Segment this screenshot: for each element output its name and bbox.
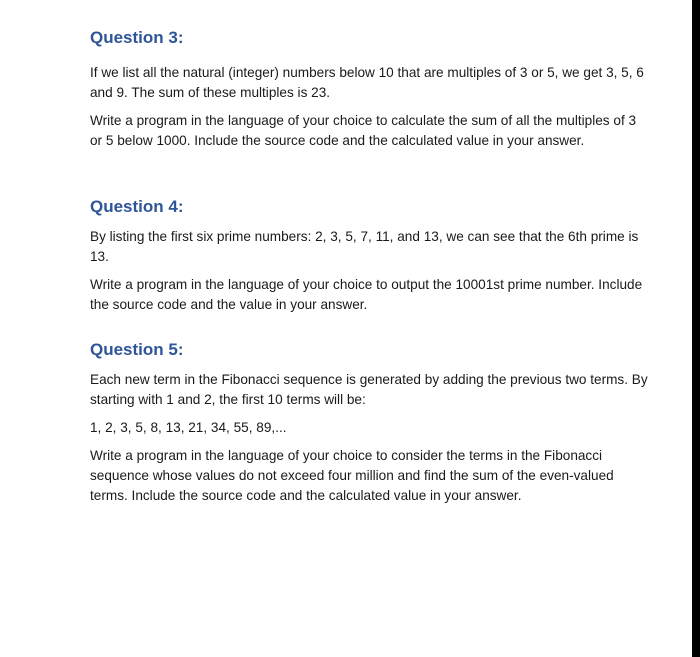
question-5-section: [90, 340, 650, 506]
question-4-paragraph-1: By listing the first six prime numbers: 2, 3, 5, 7, 11, and 13, we can see that the 6th prime is 13.: [90, 229, 639, 264]
question-3-paragraph-2: Write a program in the language of your choice to calculate the sum of all the multiples of 3 or 5 below 1000. Include the source code and the calculated value in your answer.: [90, 113, 637, 148]
question-4-heading: Question 4:: [90, 197, 184, 216]
question-4-paragraph-2: Write a program in the language of your choice to output the 10001st prime number. Include the source code and the value in your answer.: [90, 277, 643, 312]
question-3-heading: Question 3:: [90, 28, 184, 47]
question-4-section: [90, 197, 650, 315]
question-3-paragraph-1: If we list all the natural (integer) numbers below 10 that are multiples of 3 or 5, we get 3, 5, 6 and 9. The sum of these multiples is 23.: [90, 65, 644, 100]
fibonacci-sequence-example: 1, 2, 3, 5, 8, 13, 21, 34, 55, 89,...: [90, 420, 287, 435]
question-5-heading: Question 5:: [90, 340, 184, 359]
question-5-paragraph-2: Write a program in the language of your choice to consider the terms in the Fibonacci sequence whose values do not exceed four million and find the sum of the even-valued terms. Include the source code and the calculated value in your answer.: [90, 448, 614, 503]
question-3-section: [90, 28, 650, 151]
question-5-paragraph-1: Each new term in the Fibonacci sequence is generated by adding the previous two terms. By starting with 1 and 2, the first 10 terms will be:: [90, 372, 648, 407]
